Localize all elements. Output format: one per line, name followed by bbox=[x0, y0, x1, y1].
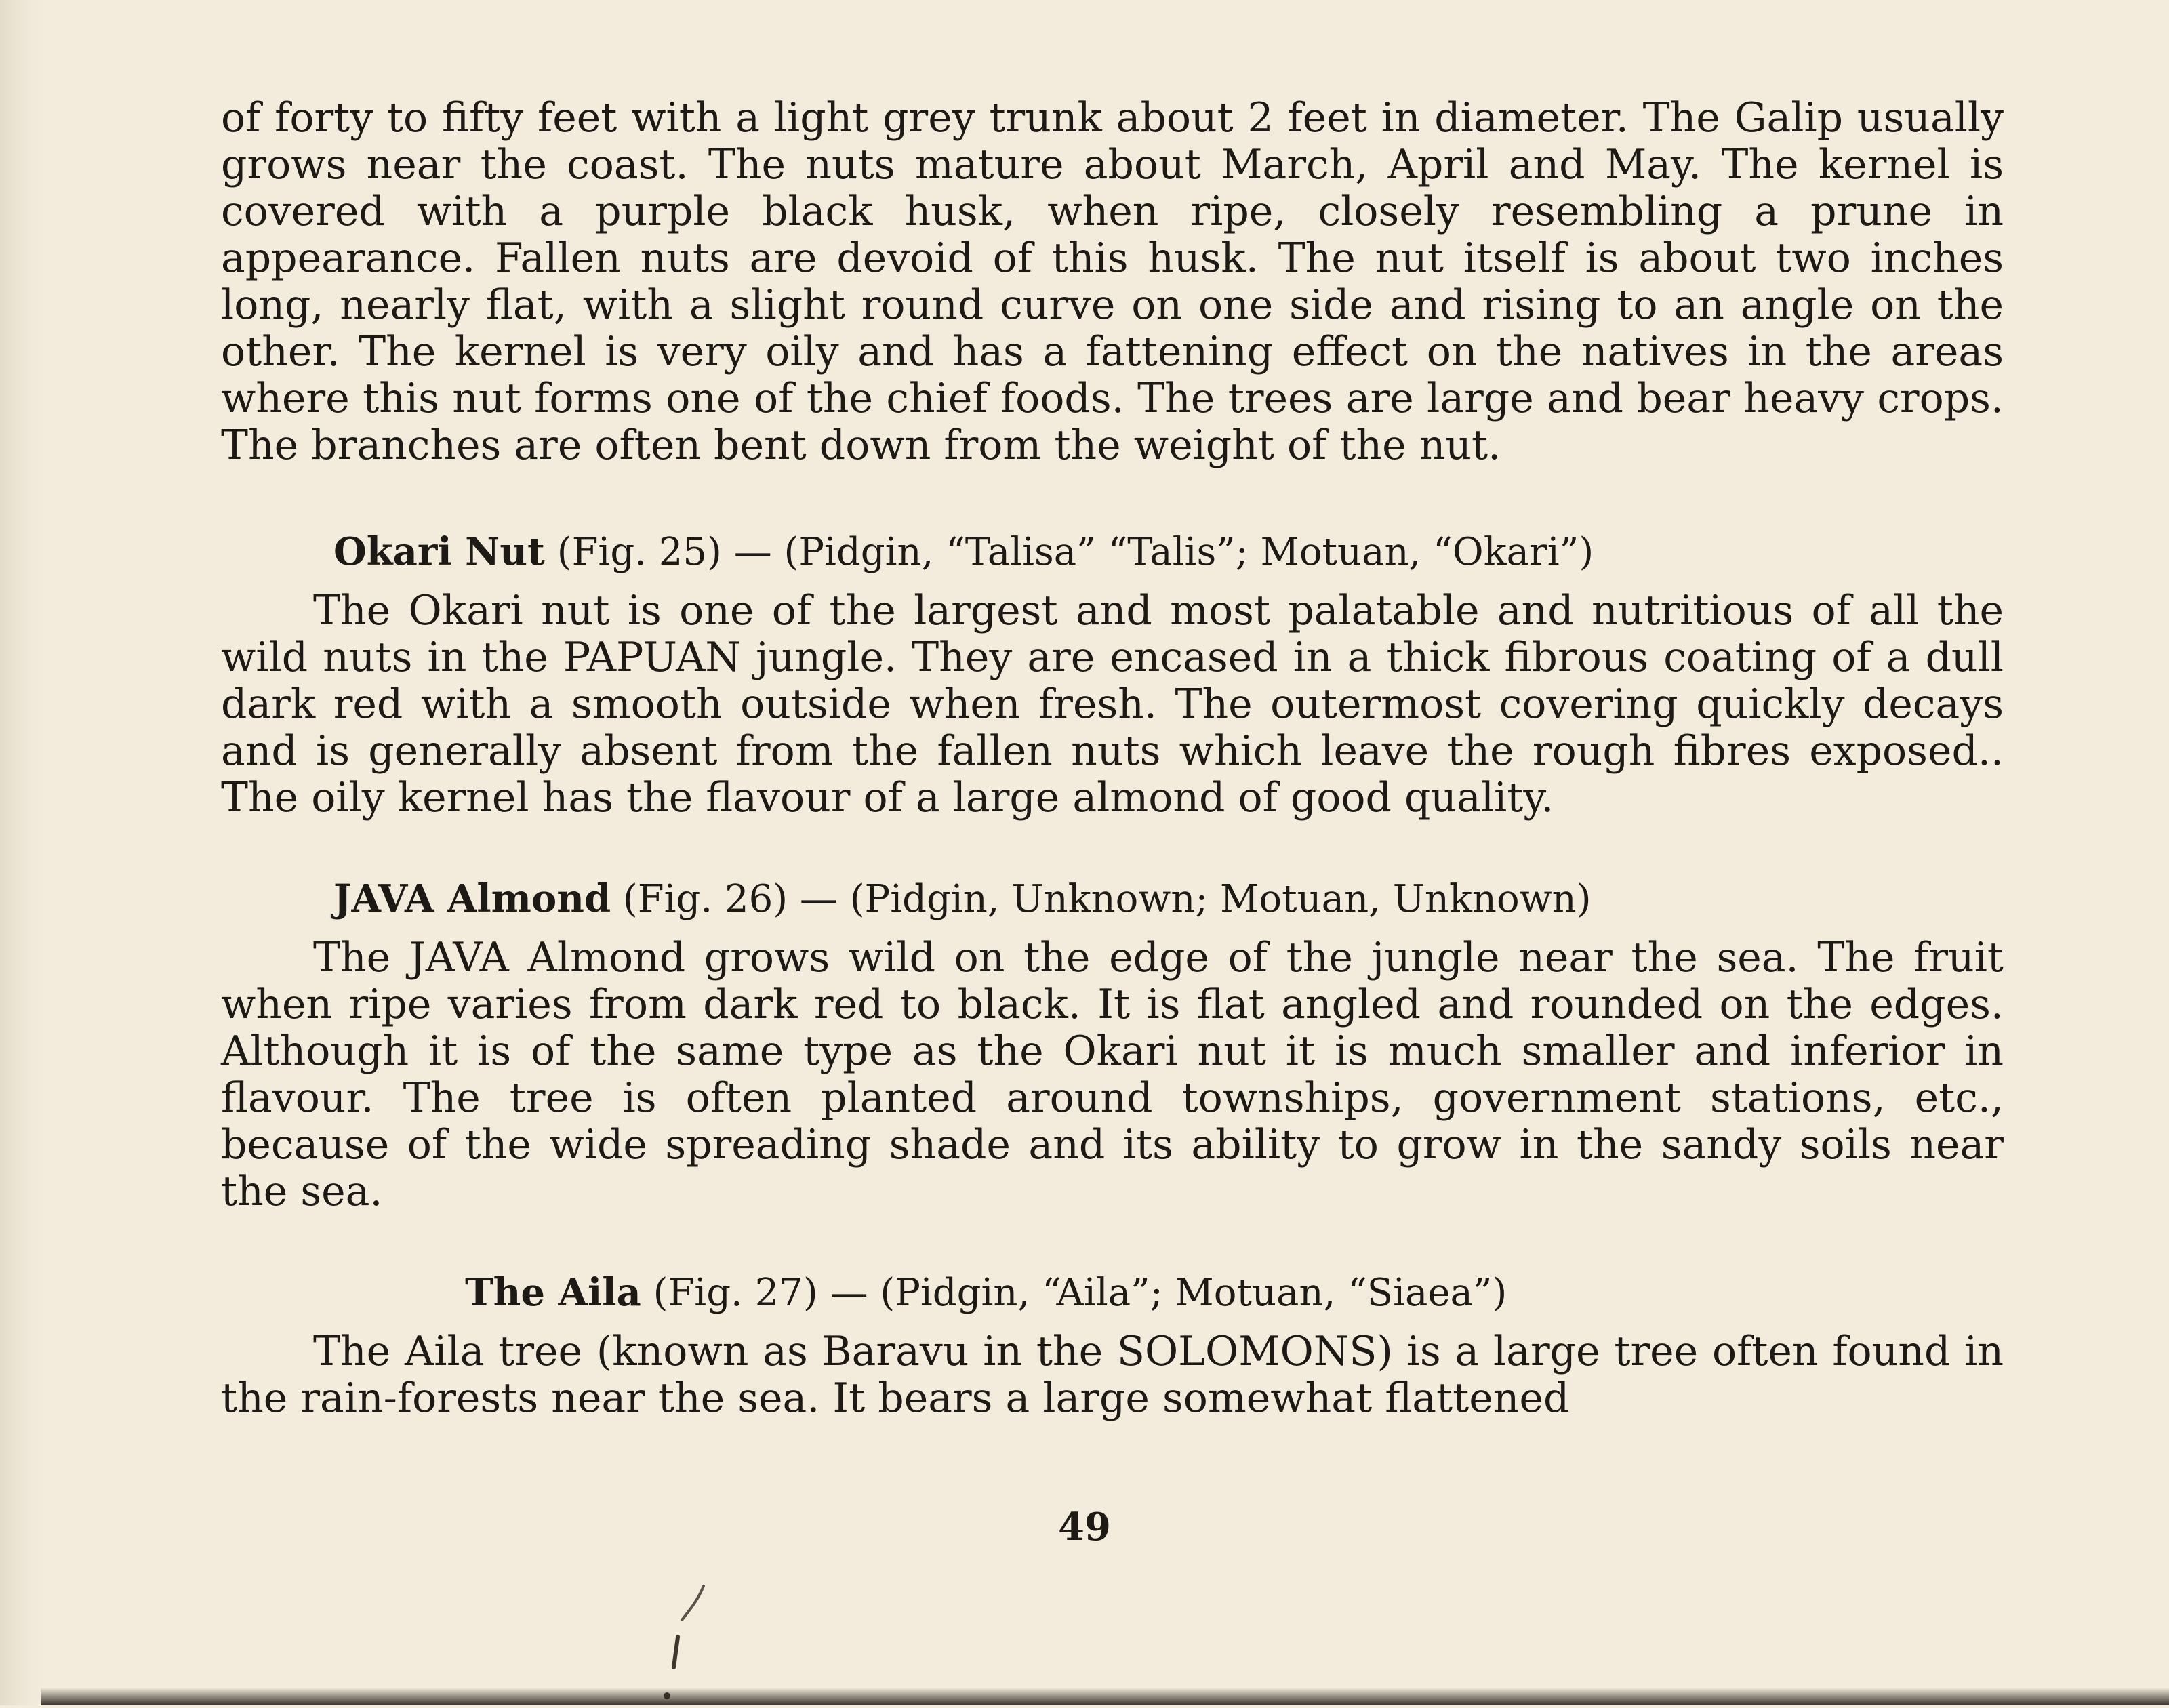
java-almond-paragraph: The JAVA Almond grows wild on the edge of the jungle near the sea. The fruit when ripe varies from dark red to black. It is flat angled and rounded on the edges. Although it is of the same type as the Okari nut it is much smaller and inferior in flavour. The tree is often planted around townships, government stations, etc., because of the wide spreading shade and its ability to grow in the sandy soils near the sea. bbox=[221, 934, 2004, 1215]
okari-nut-heading-name: Okari Nut bbox=[333, 529, 545, 574]
bottom-page-shadow bbox=[41, 1688, 2169, 1705]
page-binding-edge bbox=[0, 0, 47, 1705]
okari-nut-paragraph: The Okari nut is one of the largest and most palatable and nutritious of all the wild nuts in the PAPUAN jungle. They are encased in a thick fibrous coating of a dull dark red with a smooth outside when fresh. The outermost covering quickly decays and is generally absent from the fallen nuts which leave the rough fibres exposed.. The oily kernel has the flavour of a large almond of good quality. bbox=[221, 587, 2004, 821]
java-almond-heading-name: JAVA Almond bbox=[333, 876, 611, 921]
galip-paragraph: of forty to fifty feet with a light grey trunk about 2 feet in diameter. The Galip usually grows near the coast. The nuts mature about March, April and May. The kernel is covered with a purple black husk, when ripe, closely resembling a prune in appearance. Fallen nuts are devoid of this husk. The nut itself is about two inches long, nearly flat, with a slight round curve on one side and rising to an angle on the other. The kernel is very oily and has a fattening effect on the natives in the areas where this nut forms one of the chief foods. The trees are large and bear heavy crops. The branches are often bent down from the weight of the nut. bbox=[221, 94, 2004, 469]
aila-heading-name: The Aila bbox=[465, 1270, 641, 1315]
java-almond-heading bbox=[221, 876, 2004, 922]
aila-paragraph: The Aila tree (known as Baravu in the SOLOMONS) is a large tree often found in the rain-forests near the sea. It bears a large somewhat flattened bbox=[221, 1328, 2004, 1422]
okari-nut-heading bbox=[221, 529, 2004, 575]
page-body bbox=[221, 95, 2004, 1422]
aila-heading-details: (Fig. 27) — (Pidgin, “Aila”; Motuan, “Siaea”) bbox=[641, 1271, 1507, 1315]
okari-nut-heading-details: (Fig. 25) — (Pidgin, “Talisa” “Talis”; Motuan, “Okari”) bbox=[544, 530, 1594, 574]
page-number: 49 bbox=[1058, 1505, 1111, 1549]
java-almond-heading-details: (Fig. 26) — (Pidgin, Unknown; Motuan, Unknown) bbox=[611, 877, 1592, 921]
aila-heading bbox=[221, 1269, 2004, 1316]
